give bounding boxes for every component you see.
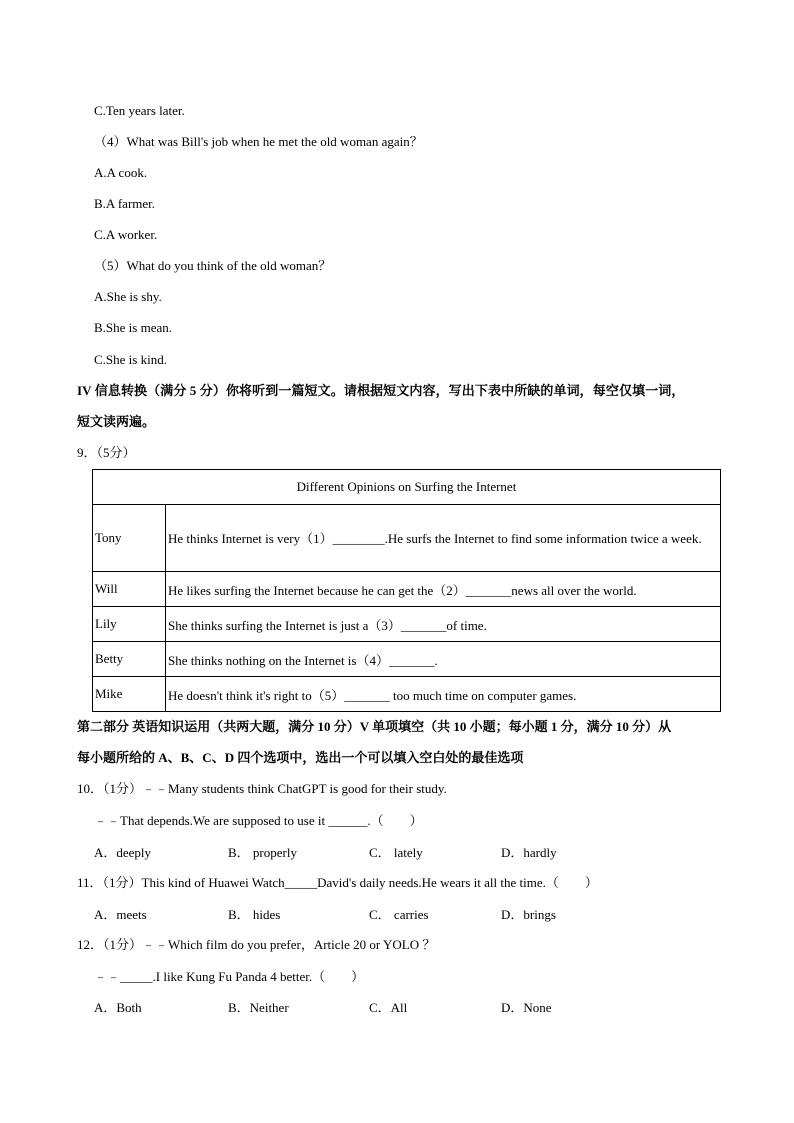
- q12-option-d: D．None: [501, 1000, 552, 1015]
- q12-option-b: B．Neither: [228, 1000, 289, 1015]
- table-row-text: He likes surfing the Internet because he can get the（2）_______news all over the world.: [166, 572, 721, 607]
- q4-option-a: A.A cook.: [94, 165, 148, 180]
- q10-stem-response: ﹣﹣That depends.We are supposed to use it ______.（ ）: [94, 813, 423, 828]
- q12-stem: 12．（1分）﹣﹣Which film do you prefer，Article 20 or YOLO ？: [77, 937, 436, 952]
- section4-instructions-line1: IV 信息转换（满分 5 分）你将听到一篇短文。请根据短文内容，写出下表中所缺的单词，每空仅填一词，: [77, 383, 685, 398]
- table-row-text: She thinks surfing the Internet is just a（3）_______of time.: [166, 607, 721, 642]
- table-row-name: Lily: [93, 607, 166, 642]
- table-row-name: Will: [93, 572, 166, 607]
- q4-option-c: C.A worker.: [94, 227, 158, 242]
- q12-stem-response: ﹣﹣_____.I like Kung Fu Panda 4 better.（ ）: [94, 969, 365, 984]
- table-row-text: He doesn't think it's right to（5）_______ too much time on computer games.: [166, 677, 721, 712]
- q11-option-c: C． carries: [369, 907, 429, 922]
- q5-option-a: A.She is shy.: [94, 289, 162, 304]
- q10-option-a: A．deeply: [94, 845, 152, 860]
- q3-option-c: C.Ten years later.: [94, 103, 185, 118]
- q12-option-a: A．Both: [94, 1000, 142, 1015]
- part2-instructions-line1: 第二部分 英语知识运用（共两大题，满分 10 分）V 单项填空（共 10 小题；每小题 1 分，满分 10 分）从: [77, 719, 672, 734]
- q11-option-a: A．meets: [94, 907, 147, 922]
- table-row-name: Mike: [93, 677, 166, 712]
- section4-instructions-line2: 短文读两遍。: [77, 414, 156, 429]
- table-row-name: Betty: [93, 642, 166, 677]
- q5-option-b: B.She is mean.: [94, 320, 172, 335]
- q4-option-b: B.A farmer.: [94, 196, 156, 211]
- q5-option-c: C.She is kind.: [94, 352, 167, 367]
- q10-stem: 10．（1分）﹣﹣Many students think ChatGPT is good for their study.: [77, 781, 447, 796]
- q11-option-d: D．brings: [501, 907, 556, 922]
- q5-stem: （5）What do you think of the old woman？: [94, 258, 332, 273]
- q11-stem: 11．（1分）This kind of Huawei Watch_____David's daily needs.He wears it all the time.（ ）: [77, 875, 598, 890]
- table-title: Different Opinions on Surfing the Internet: [93, 470, 721, 505]
- table-row-name: Tony: [93, 505, 166, 572]
- q9-label: 9．（5分）: [77, 445, 136, 460]
- q10-option-b: B． properly: [228, 845, 297, 860]
- opinions-table: [92, 469, 721, 712]
- q10-option-c: C． lately: [369, 845, 423, 860]
- table-row-text: She thinks nothing on the Internet is（4）_______.: [166, 642, 721, 677]
- table-row-text: He thinks Internet is very（1）________.He surfs the Internet to find some information twice a week.: [166, 505, 721, 572]
- q11-option-b: B． hides: [228, 907, 281, 922]
- part2-instructions-line2: 每小题所给的 A、B、C、D 四个选项中，选出一个可以填入空白处的最佳选项: [77, 750, 524, 765]
- q4-stem: （4）What was Bill's job when he met the old woman again？: [94, 134, 423, 149]
- q12-option-c: C．All: [369, 1000, 408, 1015]
- q10-option-d: D．hardly: [501, 845, 557, 860]
